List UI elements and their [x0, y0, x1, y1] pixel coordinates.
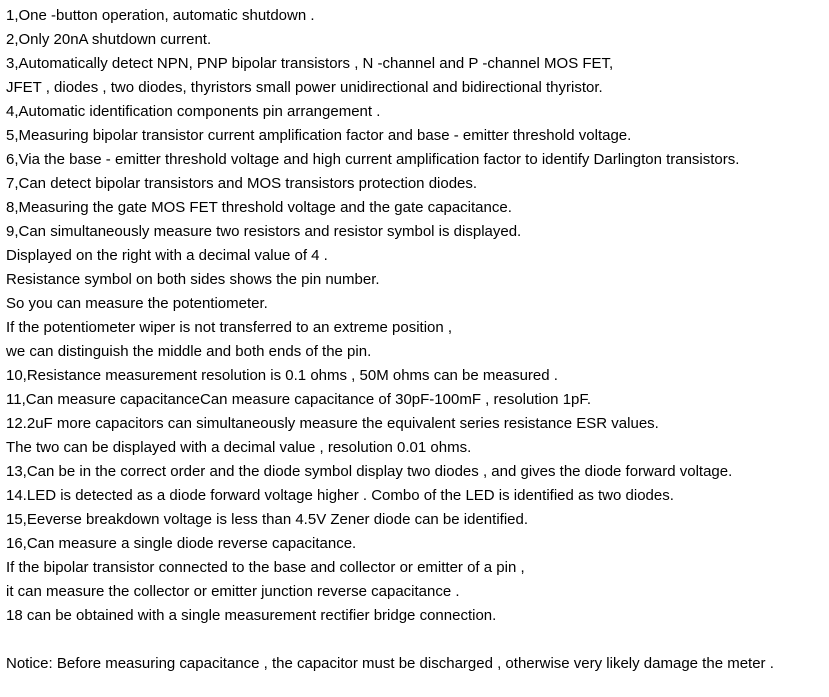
feature-line: So you can measure the potentiometer.: [6, 295, 268, 312]
feature-line: we can distinguish the middle and both ends of the pin.: [6, 343, 372, 360]
feature-line: it can measure the collector or emitter junction reverse capacitance .: [6, 583, 460, 600]
notice-text: Notice: Before measuring capacitance , the capacitor must be discharged , otherwise very likely damage the meter .: [6, 655, 774, 672]
feature-line: 9,Can simultaneously measure two resistors and resistor symbol is displayed.: [6, 223, 522, 240]
feature-line: 15,Eeverse breakdown voltage is less than 4.5V Zener diode can be identified.: [6, 511, 528, 528]
feature-line: 2,Only 20nA shutdown current.: [6, 31, 212, 48]
feature-line: 8,Measuring the gate MOS FET threshold voltage and the gate capacitance.: [6, 199, 512, 216]
feature-line: JFET , diodes , two diodes, thyristors small power unidirectional and bidirectional thyristor.: [6, 79, 603, 96]
feature-line: 6,Via the base - emitter threshold voltage and high current amplification factor to identify Darlington transistors.: [6, 151, 740, 168]
feature-line: 4,Automatic identification components pin arrangement .: [6, 103, 381, 120]
feature-line: 16,Can measure a single diode reverse capacitance.: [6, 535, 357, 552]
blank-spacer: [6, 628, 826, 652]
feature-line: 3,Automatically detect NPN, PNP bipolar transistors , N -channel and P -channel MOS FET,: [6, 55, 614, 72]
feature-line: 1,One -button operation, automatic shutdown .: [6, 7, 315, 24]
feature-line: 18 can be obtained with a single measurement rectifier bridge connection.: [6, 607, 497, 624]
feature-line: 11,Can measure capacitanceCan measure capacitance of 30pF-100mF , resolution 1pF.: [6, 391, 592, 408]
feature-line: 14.LED is detected as a diode forward voltage higher . Combo of the LED is identified as two diodes.: [6, 487, 674, 504]
feature-line: If the potentiometer wiper is not transferred to an extreme position ,: [6, 319, 453, 336]
feature-line: The two can be displayed with a decimal value , resolution 0.01 ohms.: [6, 439, 472, 456]
feature-line: If the bipolar transistor connected to the base and collector or emitter of a pin ,: [6, 559, 525, 576]
feature-line: Resistance symbol on both sides shows the pin number.: [6, 271, 380, 288]
feature-line: Displayed on the right with a decimal value of 4 .: [6, 247, 328, 264]
feature-line: 7,Can detect bipolar transistors and MOS transistors protection diodes.: [6, 175, 478, 192]
feature-line: 5,Measuring bipolar transistor current amplification factor and base - emitter threshold voltage.: [6, 127, 632, 144]
feature-line: 12.2uF more capacitors can simultaneously measure the equivalent series resistance ESR values.: [6, 415, 659, 432]
feature-line: 10,Resistance measurement resolution is 0.1 ohms , 50M ohms can be measured .: [6, 367, 558, 384]
feature-list-document: [6, 4, 826, 676]
feature-line: 13,Can be in the correct order and the diode symbol display two diodes , and gives the diode forward voltage.: [6, 463, 733, 480]
